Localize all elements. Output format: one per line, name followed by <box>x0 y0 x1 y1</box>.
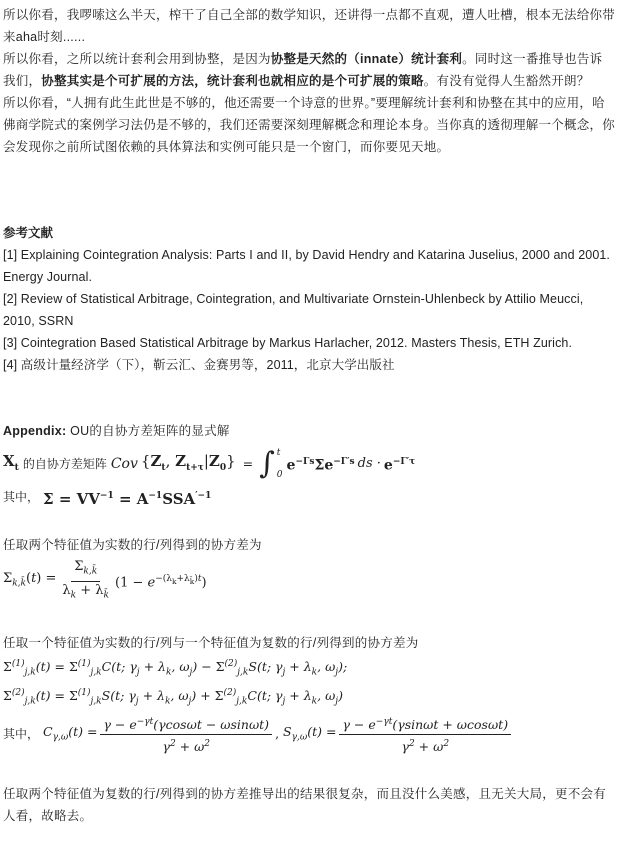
equation-prefix: 其中， <box>3 727 40 742</box>
note-complex-complex: 任取两个特征值为复数的行/列得到的协方差推导出的结果很复杂，而且没什么美感，且无关大局，更不会有人看，故略去。 <box>3 787 606 824</box>
paragraph-aha: 所以你看，我啰嗦这么半天，榨干了自己全部的数学知识，还讲得一点都不直观，遭人吐槽，根本无法给你带来aha时刻...... <box>3 8 616 44</box>
equation-real-complex-2: $\Sigma^{(2)}_{j,k}(t) = \Sigma^{(1)}_{j,k}S(t$; $\gamma_j + \lambda_k$, $\omega_j) + \Sigma^{(2)}_{j,k}C(t$; $\gamma_j + \lambda_k$, $\omega_j$) <box>3 687 343 707</box>
document-page <box>3 4 615 827</box>
equation-prefix: 其中， <box>3 490 40 504</box>
caption-real-real: 任取两个特征值为实数的行/列得到的协方差为 <box>3 538 262 552</box>
caption-real-complex: 任取一个特征值为实数的行/列与一个特征值为复数的行/列得到的协方差为 <box>3 636 419 650</box>
reference-item: [4] 高级计量经济学（下），靳云汇、金赛男等，2011，北京大学出版社 <box>3 358 395 372</box>
reference-item: [2] Review of Statistical Arbitrage, Cointegration, and Multivariate Ornstein-Uhlenbeck by Attilio Meucci, 2010, SSRN <box>3 292 584 328</box>
paragraph-text: 。有没有觉得人生豁然开朗？ <box>423 74 590 88</box>
appendix-heading <box>3 420 615 442</box>
appendix-title: OU的自协方差矩阵的显式解 <box>70 424 230 438</box>
paragraph-text: 所以你看，之所以统计套利会用到协整，是因为 <box>3 52 271 66</box>
paragraph-poetic-world: 所以你看，“人拥有此生此世是不够的，他还需要一个诗意的世界。”要理解统计套利和协整在其中的应用，哈佛商学院式的案例学习法仍是不够的，我们还需要深刻理解概念和理论本身。当你真的透彻理解一个概念，你会发现你之前所试图依赖的具体算法和实例可能只是一个窗门，而你要见天地。 <box>3 96 616 154</box>
appendix-label: Appendix: <box>3 424 67 438</box>
equation-text: 的自协方差矩阵 <box>22 457 107 471</box>
bold-statement: 协整是天然的（innate）统计套利 <box>270 52 463 66</box>
fraction: $\frac{\gamma - e^{-\gamma t}(\gamma\sin\omega t + \omega\cos\omega t)}{\gamma^2 + \omega^2}$ <box>339 713 511 756</box>
reference-item: [1] Explaining Cointegration Analysis: Parts I and II, by David Hendry and Katarina Juselius, 2000 and 2001. Energy Journal. <box>3 248 610 284</box>
equation-real-complex-1: $\Sigma^{(1)}_{j,k}(t) = \Sigma^{(1)}_{j,k}C(t$; $\gamma_j + \lambda_k$, $\omega_j) - \Sigma^{(2)}_{j,k}S(t$; $\gamma_j + \lambda_k$, $\omega_j$); <box>3 659 348 678</box>
fraction: $\frac{\gamma - e^{-\gamma t}(\gamma\cos\omega t - \omega\sin\omega t)}{\gamma^2 + \omega^2}$ <box>100 713 272 756</box>
bold-statement: 协整其实是个可扩展的方法，统计套利也就相应的是个可扩展的策略 <box>41 74 424 88</box>
references-title: 参考文献 <box>3 226 54 240</box>
equation-sigma: 其中， $\Sigma = VV^{-1} = A^{-1}SSA^{'-1}$ <box>3 486 615 508</box>
reference-item: [3] Cointegration Based Statistical Arbitrage by Markus Harlacher, 2012. Masters Thesis, ETH Zurich. <box>3 336 573 350</box>
fraction: $\frac{\Sigma_{k,k̄}}{\lambda_k + \lambda_{k̄}}$ <box>62 558 109 601</box>
equation-c-s-definitions: 其中， $C_{\gamma,\omega}(t)$ = $\frac{\gamma - e^{-\gamma t}(\gamma\cos\omega t - \omega\sin\omega t)}{\gamma^2 + \omega^2}$ , $S_{\gamma,\omega}(t)$ = $\frac{\gamma - e^{-\gamma t}(\gamma\sin\omega t + \omega\cos\omega t)}{\gamma^2 + \omega^2}$ <box>3 711 615 757</box>
equation-autocovariance: $X_t$ 的自协方差矩阵 Cov {$Z_t$, $Z_{t+\tau}|Z_0$} = ∫ t 0 $e^{-\Gamma s}\Sigma e^{-\Gamma's}$ ds · $e^{-\Gamma'\tau}$ <box>3 446 416 481</box>
equation-real-real: $\Sigma_{k,k̄}(t)$ = $\frac{\Sigma_{k,k̄}}{\lambda_k + \lambda_{k̄}}$ $(1 - e^{-(\lambda_k+\lambda_{k̄})t})$ <box>3 556 615 606</box>
paragraph-text: 。同时这一番推导也告诉我们， <box>3 52 603 88</box>
paragraph-cointegration <box>3 48 615 92</box>
